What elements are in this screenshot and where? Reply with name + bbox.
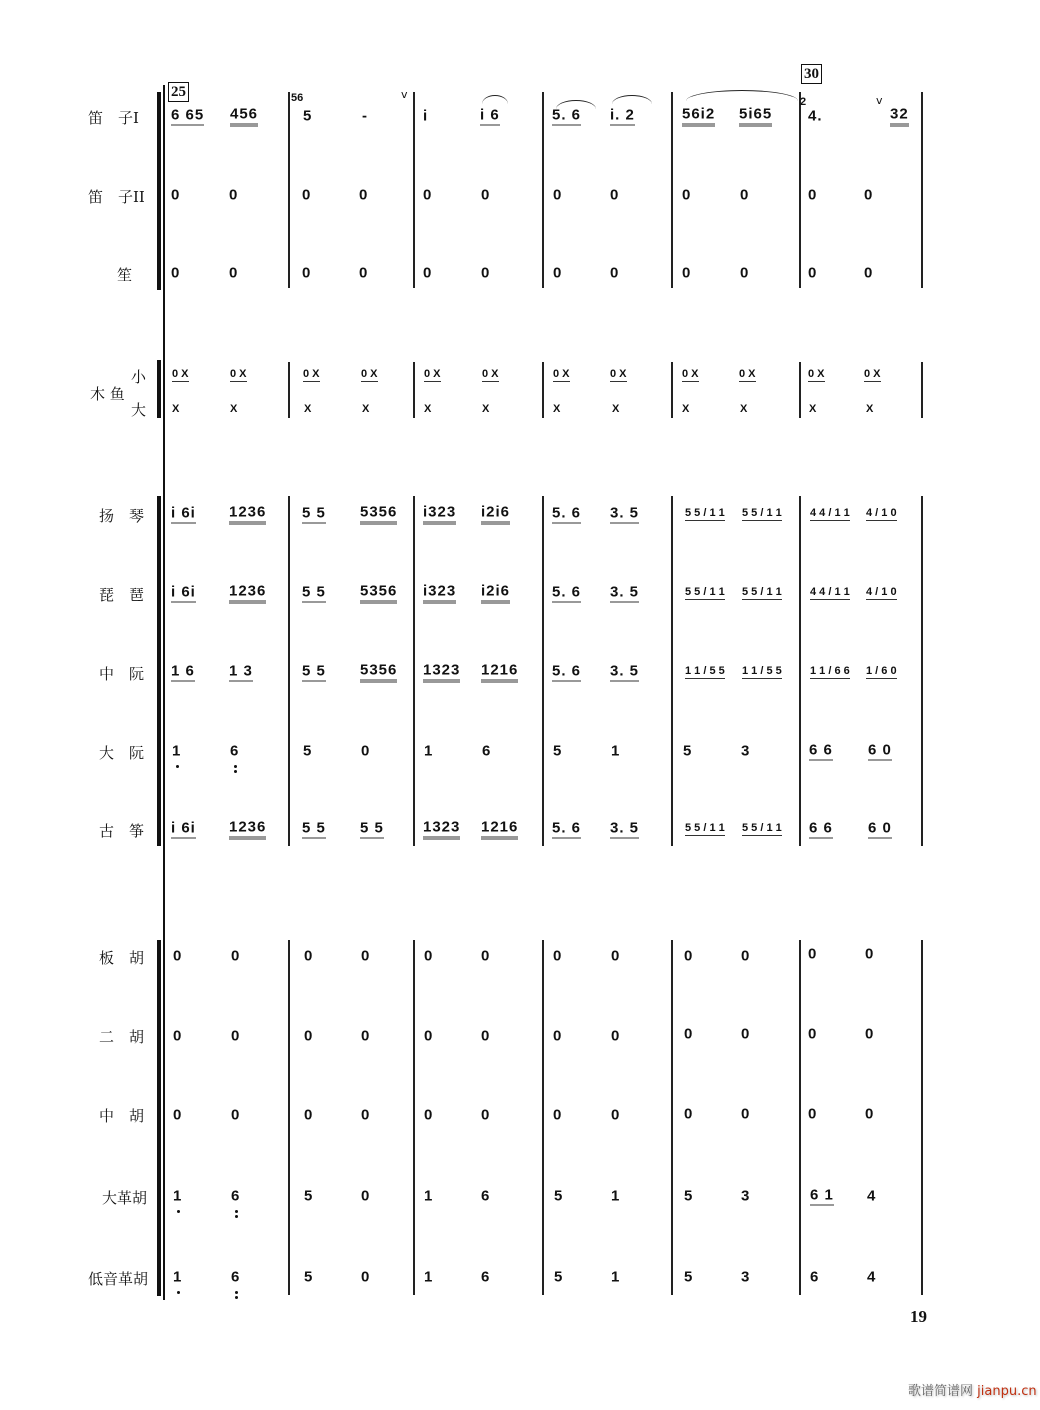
chord-group: 5 5 / 1 1 [685,507,725,519]
note: 0 [808,1025,818,1043]
note: 0 [481,264,491,282]
note: 1 [172,742,182,760]
barline [413,362,415,418]
note-group: 4. [808,107,823,125]
note: 6 [482,742,492,760]
note: 0 [684,1025,694,1043]
instrument-label-erhu: 二 胡 [99,1028,145,1046]
note: 0 [808,186,818,204]
breath-mark: v [401,88,408,101]
barline [921,362,923,418]
note: 0 [424,1027,434,1045]
note: 0 [865,1105,875,1123]
note: 6 [230,742,240,760]
note: 0 [741,947,751,965]
note: 5 [554,1187,564,1205]
note-group: 5. 6 [552,662,582,680]
slur [686,90,798,101]
instrument-label-daruan: 大 阮 [99,744,145,762]
note-group: 32 [890,106,909,127]
slur [482,95,508,104]
note: X [482,403,490,415]
note-group: 6 1 [810,1186,834,1204]
chord-group: 1 / 6 0 [866,665,897,677]
chord-group: 5 5 / 1 1 [685,586,725,598]
note: 0 [865,1025,875,1043]
barline [542,940,544,1295]
octave-dot [235,1210,238,1213]
note-group: i. 2 [610,106,635,124]
barline [288,92,290,288]
chord-group: 5 5 / 1 1 [742,507,782,519]
note-group: 6 6 [809,819,833,837]
note: 3 [741,742,751,760]
note: 0 [741,1105,751,1123]
note: 0 [864,264,874,282]
note-group: 5. 6 [552,504,582,522]
note: 0 [610,186,620,204]
watermark-cn: 歌谱简谱网 [908,1384,974,1399]
octave-dot [177,1210,180,1213]
note: 0 [361,742,371,760]
note: 0 [359,186,369,204]
note: 0 [808,1105,818,1123]
note-group: 3. 5 [610,819,640,837]
note: 0 [171,264,181,282]
note: 0 [682,186,692,204]
octave-dot [177,1291,180,1294]
note-group: 5 5 [302,662,326,680]
octave-dot [235,1291,238,1294]
note: 0 [361,1027,371,1045]
system-line [163,85,165,1300]
barline [921,496,923,846]
barline [413,496,415,846]
note: 6 [231,1187,241,1205]
note-group: 3. 5 [610,583,640,601]
note: 0 [423,264,433,282]
note: 0 [302,264,312,282]
note: 0 [553,264,563,282]
note-group: 5 5 [302,819,326,837]
note-group: 0 X [230,368,247,380]
note: 0 [361,947,371,965]
note: 0 [229,186,239,204]
note: 0 [553,1027,563,1045]
note: 0 [361,1187,371,1205]
note: 0 [424,1106,434,1124]
note: 6 [481,1187,491,1205]
note-group: 1216 [481,662,518,683]
note-group: 456 [230,106,258,127]
grace-note: 2 [800,96,807,108]
note: 3 [741,1268,751,1286]
note: 0 [171,186,181,204]
note-group: 5. 6 [552,106,582,124]
note: X [553,403,561,415]
chord-group: 1 1 / 5 5 [742,665,782,677]
instrument-label-zhonghu: 中 胡 [99,1107,145,1125]
note: X [740,403,748,415]
note-group: i 6i [171,819,196,837]
note: X [304,403,312,415]
bracket-winds [157,92,161,290]
note-group: 1323 [423,819,460,840]
note-group: i 6i [171,583,196,601]
barline [799,940,801,1295]
octave-dot [176,765,179,768]
note-group: 0 X [303,368,320,380]
note: 6 [231,1268,241,1286]
note: 0 [359,264,369,282]
note: 0 [424,947,434,965]
note: X [866,403,874,415]
chord-group: 4 / 1 0 [866,586,897,598]
note-group: 0 X [864,368,881,380]
page-number: 19 [910,1307,927,1326]
note: 1 [611,1187,621,1205]
instrument-label-zhongruan: 中 阮 [99,665,145,683]
note: 0 [865,945,875,963]
note: 6 [810,1268,820,1286]
note: 0 [229,264,239,282]
barline [542,362,544,418]
note-group: 1 3 [229,662,253,680]
note: 0 [423,186,433,204]
note: 0 [808,264,818,282]
note-group: 5 5 [302,583,326,601]
note-group: i323 [423,504,456,525]
note-group: 5i65 [739,106,772,127]
barline [288,496,290,846]
note: 0 [173,947,183,965]
note: 4 [867,1268,877,1286]
note: 0 [231,1106,241,1124]
note: 0 [481,1106,491,1124]
barline [413,940,415,1295]
note: 0 [808,945,818,963]
grace-note: 56 [291,92,304,104]
barline [671,362,673,418]
note-group: 0 X [172,368,189,380]
note: 5 [684,1187,694,1205]
note: 0 [553,947,563,965]
barline [288,362,290,418]
note: 5 [684,1268,694,1286]
note-group: 5 5 [360,819,384,837]
note-group: 5. 6 [552,819,582,837]
note: 0 [611,1106,621,1124]
barline [288,940,290,1295]
chord-group: 1 1 / 6 6 [810,665,850,677]
rehearsal-mark-25: 25 [168,82,189,102]
note-group: i323 [423,583,456,604]
note: 0 [611,1027,621,1045]
note-group: 6 6 [809,741,833,759]
note-group: i 6 [480,106,500,124]
chord-group: 5 5 / 1 1 [685,822,725,834]
note-group: 0 X [424,368,441,380]
note-group: 3. 5 [610,662,640,680]
note: 0 [610,264,620,282]
note-group: 0 X [808,368,825,380]
chord-group: 4 4 / 1 1 [810,586,850,598]
note-group: 6 0 [868,741,892,759]
note: 0 [231,1027,241,1045]
note: X [230,403,238,415]
note: X [424,403,432,415]
octave-dot [235,1296,238,1299]
note: 0 [304,1106,314,1124]
note: 5 [683,742,693,760]
note-group: 5 5 [302,504,326,522]
note: 0 [481,1027,491,1045]
note: 0 [553,186,563,204]
note-group: 3. 5 [610,504,640,522]
note-group: - [362,107,368,125]
note-group: 5356 [360,504,397,525]
note: 0 [304,1027,314,1045]
instrument-label-dizi2: 笛 子II [88,188,145,206]
note: 5 [304,1187,314,1205]
barline [921,92,923,288]
note-group: 56i2 [682,106,715,127]
note-group: 5356 [360,583,397,604]
note-group: 0 X [553,368,570,380]
note-group: 0 X [739,368,756,380]
barline [542,496,544,846]
chord-group: 4 4 / 1 1 [810,507,850,519]
note-group: 5. 6 [552,583,582,601]
barline [413,92,415,288]
barline [671,92,673,288]
note-group: i [423,107,429,125]
note: 3 [741,1187,751,1205]
note-group: 1 6 [171,662,195,680]
instrument-label-muyu-small: 小 [131,368,147,386]
note: 0 [682,264,692,282]
note: X [682,403,690,415]
instrument-label-dizi1: 笛 子I [88,109,139,127]
note: 0 [864,186,874,204]
barline [799,92,801,288]
rehearsal-mark-30: 30 [801,64,822,84]
note-group: i2i6 [481,504,510,525]
note-group: 6 0 [868,819,892,837]
note-group: 1216 [481,819,518,840]
note: 1 [611,742,621,760]
barline [542,92,544,288]
note: 0 [684,947,694,965]
note: 4 [867,1187,877,1205]
note-group: 0 X [361,368,378,380]
note: 0 [684,1105,694,1123]
breath-mark: v [876,94,883,107]
note: 1 [424,742,434,760]
note-group: 6 65 [171,106,205,124]
note: 0 [302,186,312,204]
note-group: 0 X [482,368,499,380]
note: X [172,403,180,415]
bracket-percussion [157,360,161,418]
bracket-bowed [157,940,161,1296]
slur [612,95,652,104]
watermark [908,1380,1037,1399]
note: 0 [231,947,241,965]
note-group: 1236 [229,583,266,604]
note-group: 5356 [360,662,397,683]
note-group: 1236 [229,504,266,525]
note-group: 1323 [423,662,460,683]
note: 1 [424,1268,434,1286]
instrument-label-yangqin: 扬 琴 [99,507,145,525]
note: 1 [611,1268,621,1286]
instrument-label-sheng: 笙 [117,266,133,284]
watermark-latin: jianpu.cn [977,1384,1037,1399]
note: 0 [173,1106,183,1124]
chord-group: 5 5 / 1 1 [742,586,782,598]
note: 1 [173,1187,183,1205]
note: 5 [554,1268,564,1286]
note-group: 0 X [682,368,699,380]
barline [799,496,801,846]
note-group: i 6i [171,504,196,522]
note-group: i2i6 [481,583,510,604]
barline [671,496,673,846]
octave-dot [235,1215,238,1218]
note: 1 [173,1268,183,1286]
note: X [809,403,817,415]
note: 0 [361,1268,371,1286]
note: 0 [741,1025,751,1043]
bracket-plucked [157,496,161,846]
note-group: 1236 [229,819,266,840]
barline [671,940,673,1295]
note: 0 [361,1106,371,1124]
note: 0 [481,947,491,965]
note: 0 [740,186,750,204]
instrument-label-pipa: 琵 琶 [99,586,145,604]
chord-group: 1 1 / 5 5 [685,665,725,677]
note-group: 0 X [610,368,627,380]
instrument-label-dagehu: 大革胡 [102,1189,148,1207]
instrument-label-muyu-large: 大 [131,401,147,419]
instrument-label-guzheng: 古 筝 [99,822,145,840]
note: X [612,403,620,415]
note: 1 [424,1187,434,1205]
instrument-label-muyu: 木 鱼 [90,385,125,403]
note: X [362,403,370,415]
note: 0 [304,947,314,965]
octave-dot [234,770,237,773]
note: 0 [611,947,621,965]
note-group: 5 [303,107,313,125]
note: 6 [481,1268,491,1286]
instrument-label-diyingehu: 低音革胡 [88,1270,149,1288]
note: 5 [304,1268,314,1286]
note: 0 [553,1106,563,1124]
note: 0 [173,1027,183,1045]
note: 0 [481,186,491,204]
note: 5 [553,742,563,760]
barline [921,940,923,1295]
note: 0 [740,264,750,282]
octave-dot [234,765,237,768]
barline [799,362,801,418]
note: 5 [303,742,313,760]
instrument-label-banhu: 板 胡 [99,949,145,967]
chord-group: 4 / 1 0 [866,507,897,519]
chord-group: 5 5 / 1 1 [742,822,782,834]
slur [556,100,596,109]
